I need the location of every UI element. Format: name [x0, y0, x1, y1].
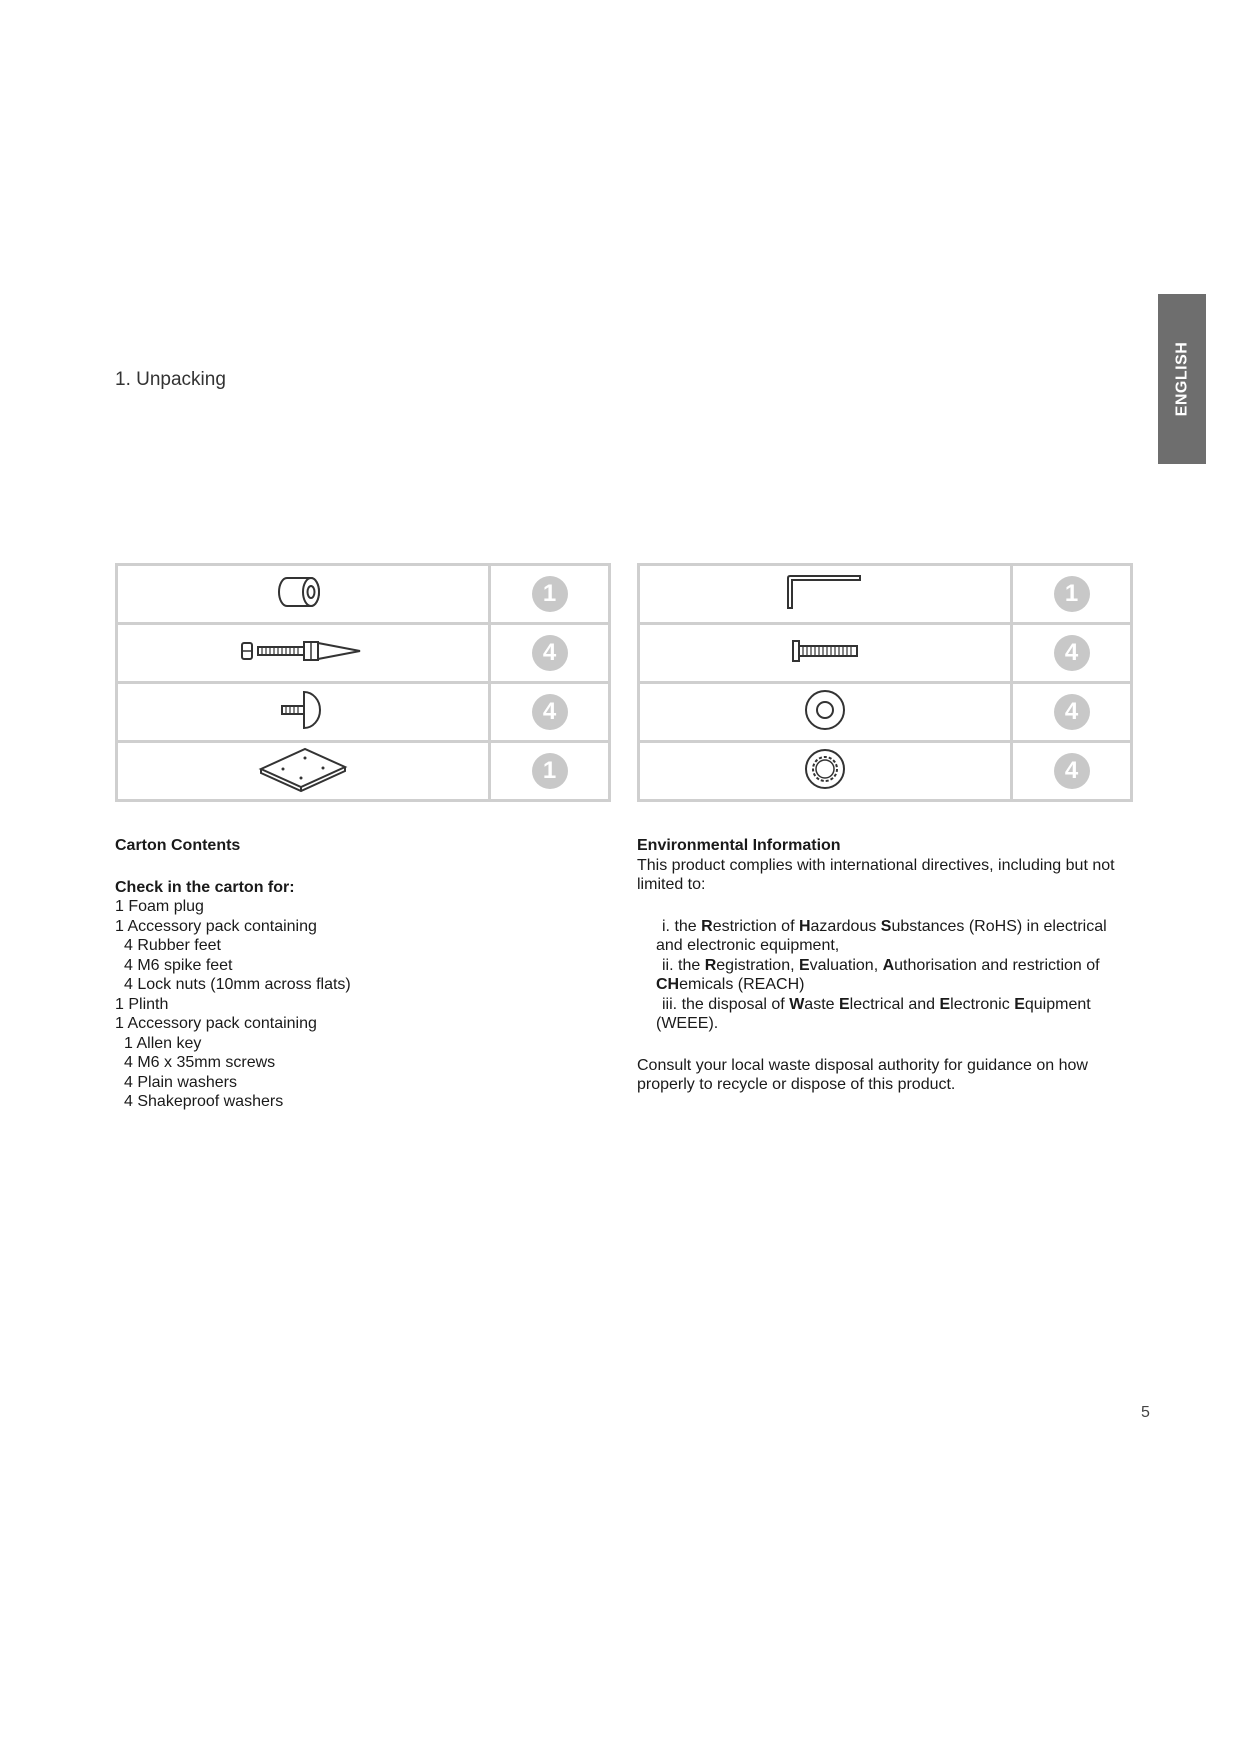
table-row: [117, 683, 610, 742]
list-item: 4 M6 spike feet: [124, 956, 233, 974]
language-tab-label: ENGLISH: [1173, 341, 1190, 417]
spike-foot-icon: [238, 631, 368, 671]
table-row: [639, 624, 1132, 683]
parts-table-right: [637, 563, 1133, 802]
table-row: [639, 742, 1132, 801]
quantity-badge: 4: [1054, 635, 1090, 671]
directive-reach: ii. the Registration, Evaluation, Authorisation and restriction of CHemicals (REACH): [656, 956, 1100, 993]
list-item: 4 Shakeproof washers: [124, 1093, 284, 1110]
list-item: 4 Rubber feet: [124, 937, 221, 954]
table-row: [117, 565, 610, 624]
foam-plug-icon: [273, 572, 333, 612]
environment-heading: Environmental Information: [637, 837, 841, 854]
list-item: 1 Accessory pack containing: [115, 1015, 317, 1032]
plinth-icon: [253, 745, 353, 793]
quantity-badge: 1: [1054, 576, 1090, 612]
quantity-badge: 1: [532, 576, 568, 612]
list-item: 4 Lock nuts (10mm across flats): [124, 976, 351, 993]
environment-intro: This product complies with international directives, including but not limited to:: [637, 856, 1115, 893]
directive-weee: iii. the disposal of Waste Electrical and Electronic Equipment (WEEE).: [656, 995, 1091, 1032]
table-row: [117, 624, 610, 683]
list-item: 1 Plinth: [115, 995, 169, 1013]
directive-rohs: i. the Restriction of Hazardous Substances (RoHS) in electrical and electronic equipment,: [656, 917, 1107, 954]
quantity-badge: 1: [532, 753, 568, 789]
list-item: 1 Accessory pack containing: [115, 917, 317, 935]
table-row: [639, 683, 1132, 742]
list-item: 4 Plain washers: [124, 1073, 237, 1091]
list-item: 1 Allen key: [124, 1034, 202, 1052]
quantity-badge: 4: [1054, 694, 1090, 730]
language-tab: [1158, 294, 1206, 464]
check-heading: Check in the carton for:: [115, 878, 295, 896]
shakeproof-washer-icon: [801, 745, 849, 793]
parts-table-left: [115, 563, 611, 802]
carton-contents: [115, 836, 585, 1112]
table-row: [639, 565, 1132, 624]
page-number: 5: [1141, 1404, 1150, 1421]
screw-icon: [785, 631, 865, 671]
table-row: [117, 742, 610, 801]
environmental-info: [637, 836, 1137, 1095]
list-item: 4 M6 x 35mm screws: [124, 1054, 276, 1071]
carton-heading: Carton Contents: [115, 837, 241, 854]
quantity-badge: 4: [532, 694, 568, 730]
environment-footer: Consult your local waste disposal authority for guidance on how properly to recycle or dispose of this product.: [637, 1056, 1088, 1093]
quantity-badge: 4: [532, 635, 568, 671]
rubber-foot-icon: [268, 688, 338, 732]
section-title: 1. Unpacking: [115, 369, 226, 390]
list-item: 1 Foam plug: [115, 898, 204, 915]
allen-key-icon: [780, 572, 870, 612]
quantity-badge: 4: [1054, 753, 1090, 789]
plain-washer-icon: [801, 686, 849, 734]
